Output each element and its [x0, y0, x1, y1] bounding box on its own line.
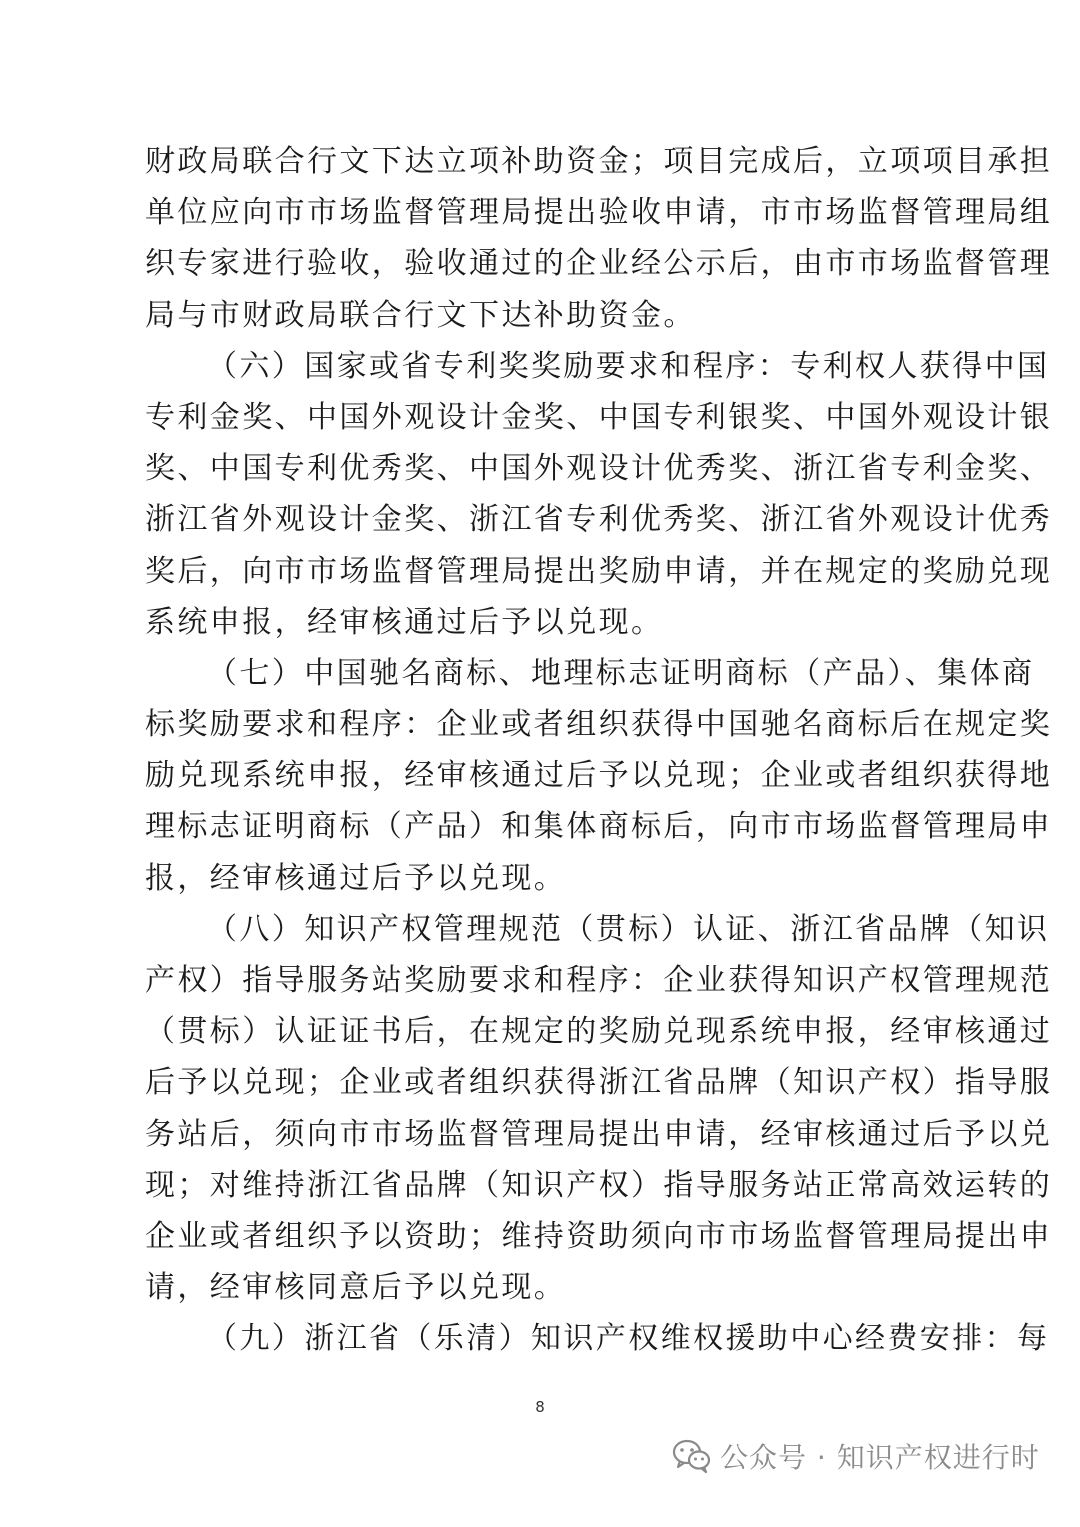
text-line: （八）知识产权管理规范（贯标）认证、浙江省品牌（知识 [207, 911, 1050, 947]
text-line: （七）中国驰名商标、地理标志证明商标（产品）、集体商 [207, 655, 1035, 691]
text-line: 企业或者组织予以资助；维持资助须向市市场监督管理局提出申 [145, 1218, 1053, 1254]
text-line: 标奖励要求和程序：企业或者组织获得中国驰名商标后在规定奖 [145, 707, 1053, 743]
text-line: 浙江省外观设计金奖、浙江省专利优秀奖、浙江省外观设计优秀 [145, 502, 1053, 538]
document-body [145, 136, 1053, 1365]
text-line: （九）浙江省（乐清）知识产权维权援助中心经费安排：每 [207, 1321, 1050, 1357]
watermark-text: 公众号 · 知识产权进行时 [720, 1441, 1040, 1474]
text-line: 奖、中国专利优秀奖、中国外观设计优秀奖、浙江省专利金奖、 [145, 451, 1053, 487]
text-line: 局与市财政局联合行文下达补助资金。 [145, 297, 696, 333]
text-line: 奖后，向市市场监督管理局提出奖励申请，并在规定的奖励兑现 [145, 553, 1053, 589]
text-line: 专利金奖、中国外观设计金奖、中国专利银奖、中国外观设计银 [145, 399, 1053, 435]
text-line: （六）国家或省专利奖奖励要求和程序：专利权人获得中国 [207, 348, 1050, 384]
text-line: 请，经审核同意后予以兑现。 [145, 1270, 567, 1306]
text-line: 系统申报，经审核通过后予以兑现。 [145, 604, 664, 640]
text-line: 后予以兑现；企业或者组织获得浙江省品牌（知识产权）指导服 [145, 1065, 1053, 1101]
text-line: 务站后，须向市市场监督管理局提出申请，经审核通过后予以兑 [145, 1116, 1053, 1152]
text-line: 织专家进行验收，验收通过的企业经公示后，由市市场监督管理 [145, 246, 1053, 282]
text-line: 现；对维持浙江省品牌（知识产权）指导服务站正常高效运转的 [145, 1167, 1053, 1203]
wechat-icon [672, 1438, 712, 1474]
page-number: 8 [535, 1398, 545, 1416]
text-line: 报，经审核通过后予以兑现。 [145, 860, 567, 896]
text-line: 产权）指导服务站奖励要求和程序：企业获得知识产权管理规范 [145, 963, 1053, 998]
text-line: 理标志证明商标（产品）和集体商标后，向市市场监督管理局申 [145, 809, 1053, 845]
text-line: （贯标）认证证书后，在规定的奖励兑现系统申报，经审核通过 [145, 1014, 1053, 1050]
text-line: 财政局联合行文下达立项补助资金；项目完成后，立项项目承担 [145, 144, 1053, 179]
watermark [672, 1432, 1040, 1480]
text-line: 单位应向市市场监督管理局提出验收申请，市市场监督管理局组 [145, 195, 1053, 231]
text-line: 励兑现系统申报，经审核通过后予以兑现；企业或者组织获得地 [145, 758, 1053, 794]
